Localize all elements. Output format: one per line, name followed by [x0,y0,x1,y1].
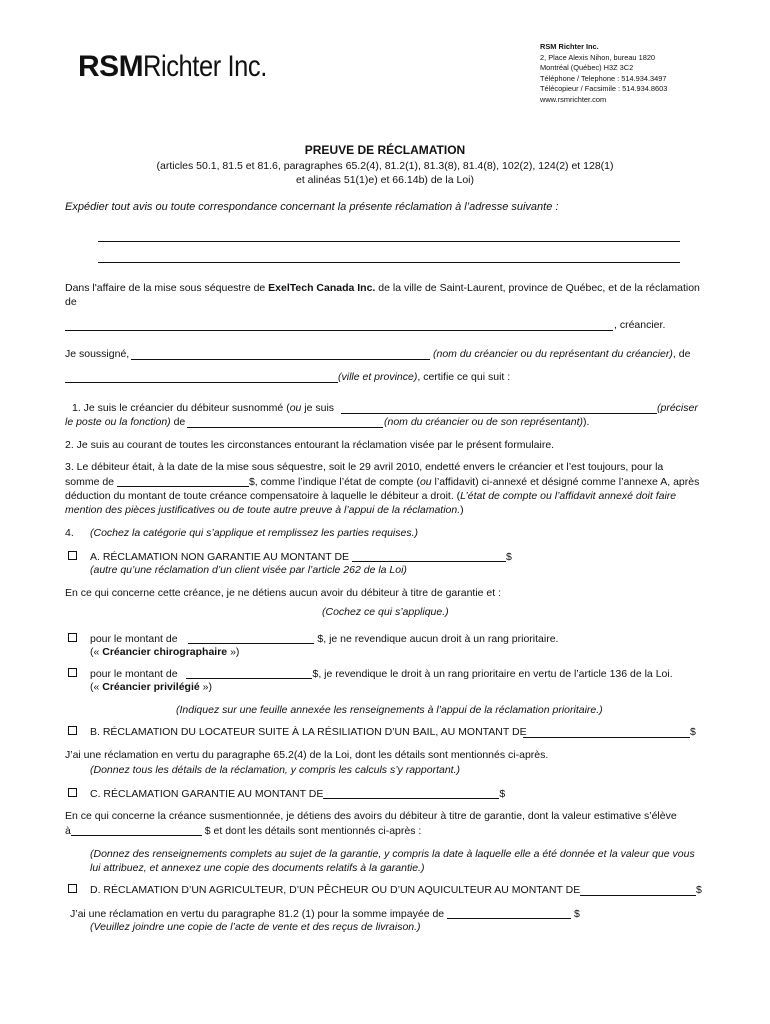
p3-text-b: $, comme l’indique l’état de compte ( [248,476,420,488]
city-hint [338,371,510,384]
p2-text: 2. Je suis au courant de toutes les circonstances entourant la réclamation visée par le présent formulaire. [65,439,555,451]
amount-field[interactable] [117,475,249,487]
p1-specify: (préciser [657,402,698,414]
option-preferred [68,667,673,681]
category-a-dollar: $ [505,551,512,563]
option-preferred-text-a: pour le montant de [90,668,181,680]
category-d-label: D. RÉCLAMATION D’UN AGRICULTEUR, D’UN PÊCHEUR OU D’UN AQUICULTEUR AU MONTANT DE [90,884,581,896]
address-web[interactable]: www.rsmrichter.com [540,94,607,104]
undersigned-tail: , de [672,348,691,360]
p1-end: ). [583,416,590,428]
category-d-dollar: $ [696,884,702,896]
category-c-details: $ et dont les détails sont mentionnés ci-après : [201,825,422,837]
logo-name: Richter Inc. [143,50,268,83]
form-subtitle-2: et alinéas 51(1)e) et 66.14b) de la Loi) [295,174,475,186]
option-preferred-type [90,681,212,694]
p1-line-2 [65,416,185,429]
priority-note: (Indiquez sur une feuille annexée les renseignements à l’appui de la réclamation prioritaire.) [176,704,603,716]
address-field-line-1[interactable] [98,241,680,242]
category-a-note: (autre qu’une réclamation d’un client visée par l’article 262 de la Loi) [90,564,407,576]
security-value-field[interactable] [71,824,202,836]
p3-text-c: l’affidavit) ci-annexé et désigné comme l’annexe A, après [431,476,700,488]
category-d-amount-field[interactable] [580,895,696,896]
p3-line-3 [65,490,676,503]
checkbox-preferred[interactable] [68,668,77,677]
option-unsecured-text-a: pour le montant de [90,633,181,645]
unpaid-amount-field[interactable] [447,907,571,919]
position-field[interactable] [341,413,657,414]
category-c-instruction-1: (Donnez des renseignements complets au sujet de la garantie, y compris la date à laquelle elle a été donnée et la valeur que vous [90,848,695,860]
undersigned-name-field[interactable] [131,359,430,360]
category-c-paragraph-2 [65,824,421,838]
undersigned-label: Je soussigné, [65,348,130,360]
close-quote-2: ») [199,681,212,693]
checkbox-c[interactable] [68,788,77,797]
p4-instruction: (Cochez la catégorie qui s’applique et remplissez les parties requises.) [90,527,418,539]
category-c-at: à [65,825,71,837]
address-field-line-2[interactable] [98,262,680,263]
p3-evidence-note: mention des pièces justificatives ou de toute autre preuve à l’appui de la réclamation. [65,504,461,516]
send-to-instruction: Expédier tout avis ou toute correspondance concernant la présente réclamation à l’adresse suivante : [65,201,559,213]
company-address [540,42,667,105]
p1-line-2-end [384,416,589,429]
p3-or: ou [419,476,432,488]
address-company: RSM Richter Inc. [540,42,599,51]
option-unsecured [68,632,558,646]
p1-of: de [170,416,186,428]
option-unsecured-text-b: $, je ne revendique aucun droit à un rang prioritaire. [314,633,559,645]
p3-line-2 [65,475,699,489]
category-d-text-b: $ [571,908,580,920]
category-b-dollar: $ [690,726,696,738]
category-a-paragraph: En ce qui concerne cette créance, je ne détiens aucun avoir du débiteur à titre de garantie et : [65,587,502,599]
affair-paragraph [65,282,700,295]
checkbox-d[interactable] [68,884,77,893]
p3-line-4 [65,504,464,517]
unsecured-creditor-label: Créancier chirographaire [102,646,228,658]
category-a-amount-field[interactable] [352,550,506,562]
category-b-instruction: (Donnez tous les détails de la réclamation, y compris les calculs s’y rapportant.) [90,764,460,776]
affair-text-a: Dans l'affaire de la mise sous séquestre de [65,282,269,294]
undersigned-hint [433,348,690,361]
form-subtitle-1: (articles 50.1, 81.5 et 81.6, paragraphes 65.2(4), 81.2(1), 81.3(8), 81.4(8), 102(2), 124(2) et 128(1) [156,160,614,172]
p3-sum: somme de [65,476,117,488]
p3-close: ) [460,504,464,516]
company-logo [78,50,289,84]
checkbox-a[interactable] [68,551,77,560]
p1-representative-hint: (nom du créancier ou de son représentant) [384,416,584,428]
representative-field[interactable] [187,427,383,428]
p1-or: ou [289,402,302,414]
p3-line-1: 3. Le débiteur était, à la date de la mise sous séquestre, soit le 29 avril 2010, endetté envers le créancier et l’est toujours, pour la [65,461,664,473]
category-a [68,550,512,564]
affair-text-b: de la ville de Saint-Laurent, province de Québec, et de la réclamation [375,282,700,294]
p1-start [72,402,334,415]
close-quote-1: ») [227,646,240,658]
preferred-amount-field[interactable] [186,667,312,679]
category-c-paragraph-1: En ce qui concerne la créance susmentionnée, je détiens des avoirs du débiteur à titre de garantie, dont la valeur estimative s’élève [65,810,677,822]
address-fax: Télécopieur / Facsimile : 514.934.8603 [540,84,668,93]
option-unsecured-type [90,646,239,659]
checkbox-unsecured[interactable] [68,633,77,642]
open-quote-2: (« [90,681,103,693]
category-c [68,787,505,801]
category-b-label: B. RÉCLAMATION DU LOCATEUR SUITE À LA RÉSILIATION D’UN BAIL, AU MONTANT DE [90,726,527,738]
category-c-label: C. RÉCLAMATION GARANTIE AU MONTANT DE [90,788,324,800]
undersigned-hint-text: (nom du créancier ou du représentant du créancier) [433,348,673,360]
p3-deduction: déduction du montant de toute créance compensatoire à laquelle le débiteur a droit. ( [65,490,461,502]
unsecured-amount-field[interactable] [188,632,314,644]
p1-position-hint: le poste ou la fonction) [65,416,171,428]
creditor-name-field[interactable] [65,330,613,331]
category-a-label: A. RÉCLAMATION NON GARANTIE AU MONTANT DE [90,551,352,563]
form-title: PREUVE DE RÉCLAMATION [304,143,466,157]
p1-text-b: je suis [301,402,335,414]
preferred-creditor-label: Créancier privilégié [102,681,200,693]
category-c-amount-field[interactable] [323,787,499,799]
category-b [68,726,527,739]
affair-text-c: de [65,296,77,308]
option-preferred-text-b: $, je revendique le droit à un rang prioritaire en vertu de l’article 136 de la Loi. [312,668,673,680]
category-d-instruction: (Veuillez joindre une copie de l’acte de vente et des reçus de livraison.) [90,921,421,933]
p4-number: 4. [65,527,74,539]
category-c-instruction-2: lui attribuez, et annexez une copie des documents relatifs à la garantie.) [90,862,425,874]
debtor-name: ExelTech Canada Inc. [268,282,376,294]
category-b-amount-field[interactable] [523,737,690,738]
city-tail: , certifie ce qui suit : [417,371,511,383]
address-line-2: Montréal (Québec) H3Z 3C2 [540,63,634,72]
p1-text-a: 1. Je suis le créancier du débiteur susnommé ( [72,402,290,414]
creditor-label: , créancier. [614,319,666,331]
category-c-dollar: $ [499,788,506,800]
p3-statement-note: L’état de compte ou l’affidavit annexé doit faire [460,490,677,502]
category-d-paragraph [70,907,580,921]
open-quote-1: (« [90,646,103,658]
address-phone: Téléphone / Telephone : 514.934.3497 [540,73,667,83]
logo-rsm: RSM [78,50,144,83]
category-b-paragraph: J’ai une réclamation en vertu du paragraphe 65.2(4) de la Loi, dont les détails sont mentionnés ci-après. [65,749,549,761]
category-d [68,884,580,897]
address-line-1: 2, Place Alexis Nihon, bureau 1820 [540,52,656,62]
category-a-check-hint: (Cochez ce qui s’applique.) [322,606,449,618]
city-hint-text: (ville et province) [338,371,418,383]
city-field[interactable] [65,382,338,383]
checkbox-b[interactable] [68,726,77,735]
category-d-text-a: J’ai une réclamation en vertu du paragraphe 81.2 (1) pour la somme impayée de [70,908,448,920]
